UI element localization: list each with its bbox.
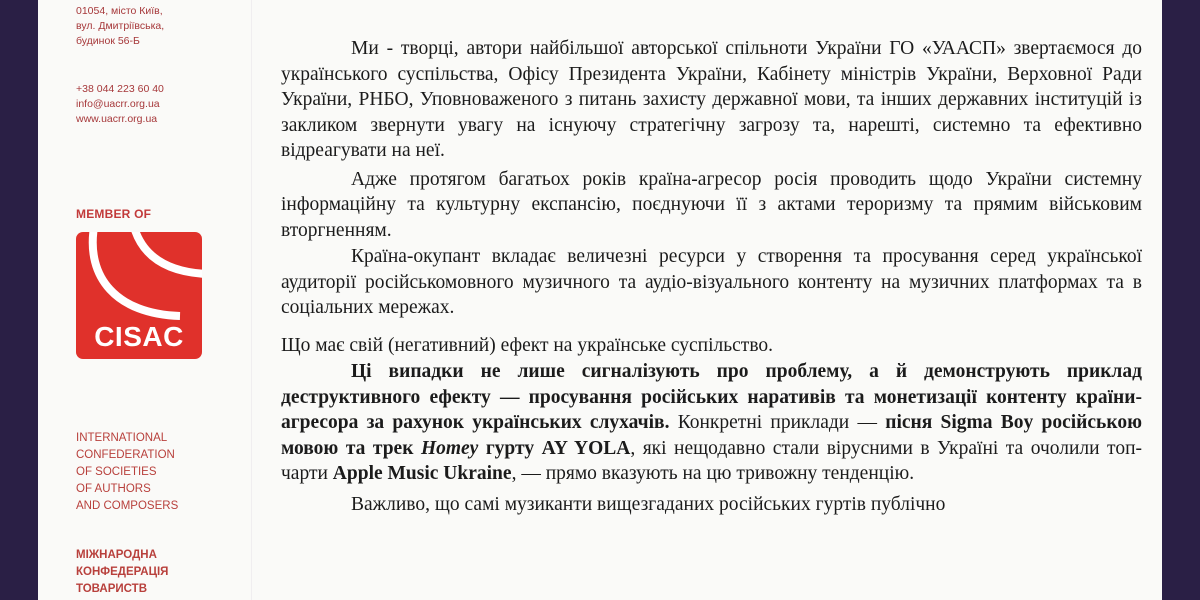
sidebar-divider xyxy=(251,0,252,600)
org-name-line: CONFEDERATION xyxy=(76,449,175,461)
paragraph-examples xyxy=(281,359,1142,487)
address-line: вул. Дмитріївська, xyxy=(76,20,165,32)
address-line: будинок 56-Б xyxy=(76,35,140,47)
org-name-en xyxy=(76,430,178,515)
member-of-label: MEMBER OF xyxy=(76,207,152,221)
letter-page xyxy=(38,0,1162,600)
cisac-logo xyxy=(76,232,202,359)
org-name-line: КОНФЕДЕРАЦІЯ xyxy=(76,566,169,578)
frame-left xyxy=(0,0,38,600)
org-name-ua xyxy=(76,547,168,598)
address xyxy=(76,4,164,49)
phone: +38 044 223 60 40 xyxy=(76,83,164,95)
paragraph-appeal: Ми - творці, автори найбільшої авторської спільноти України ГО «УААСП» звертаємося до українського суспільства, Офісу Президента України, Кабінету міністрів України, Верховної Ради України, РНБО, Уповноваженого з питань захисту державної мови, та інших державних інституцій із закликом звернути увагу на існуючу стратегічну загрозу та, нарешті, системно та ефективно відреагувати на неї. xyxy=(281,38,1142,161)
letter-body xyxy=(281,36,1142,517)
address-line: 01054, місто Київ, xyxy=(76,5,163,17)
paragraph-expansion: Адже протягом багатьох років країна-агресор росія проводить щодо України системну інформаційну та культурну експансію, поєднуючи її з актами тероризму та прямим військовим вторгненням. xyxy=(281,168,1142,241)
org-name-line: МІЖНАРОДНА xyxy=(76,549,157,561)
examples-text: , — прямо вказують на цю тривожну тенденцію. xyxy=(511,463,915,484)
org-name-line: ТОВАРИСТВ xyxy=(76,583,148,595)
examples-band: гурту AY YOLA xyxy=(478,437,631,459)
paragraph-musicians: Важливо, що самі музиканти вищезгаданих російських гуртів публічно xyxy=(351,493,946,515)
examples-text: , які нещодавно стали вірусними в Україні та очолили топ-чарти xyxy=(281,437,1143,484)
cisac-logo-text: CISAC xyxy=(94,321,184,352)
examples-bold-intro: Ці випадки не лише сигналізують про проблему, а й демонструють приклад деструктивного ефекту — просування російських наративів та монетизації контенту країни-агресора за рахунок українських слухачів. xyxy=(281,361,1142,433)
email: info@uacrr.org.ua xyxy=(76,98,160,110)
org-name-line: OF AUTHORS xyxy=(76,483,151,495)
org-name-line: INTERNATIONAL xyxy=(76,432,168,444)
org-name-line: AND COMPOSERS xyxy=(76,500,179,512)
paragraph-effect: Що має свій (негативний) ефект на українське суспільство. xyxy=(281,334,774,356)
examples-text: Конкретні приклади — xyxy=(669,412,886,433)
frame-right xyxy=(1162,0,1200,600)
examples-track-title: Homey xyxy=(420,437,479,459)
examples-platform: Apple Music Ukraine xyxy=(332,463,512,484)
website: www.uacrr.org.ua xyxy=(76,113,158,125)
org-name-line: OF SOCIETIES xyxy=(76,466,157,478)
examples-song: пісня Sigma Boy російською мовою та трек xyxy=(281,412,1142,459)
paragraph-resources: Країна-окупант вкладає величезні ресурси у створення та просування серед української аудиторії російськомовного музичного та аудіо-візуального контенту на музичних платформах та в соціальних мережах. xyxy=(281,246,1142,318)
contacts xyxy=(76,82,164,127)
